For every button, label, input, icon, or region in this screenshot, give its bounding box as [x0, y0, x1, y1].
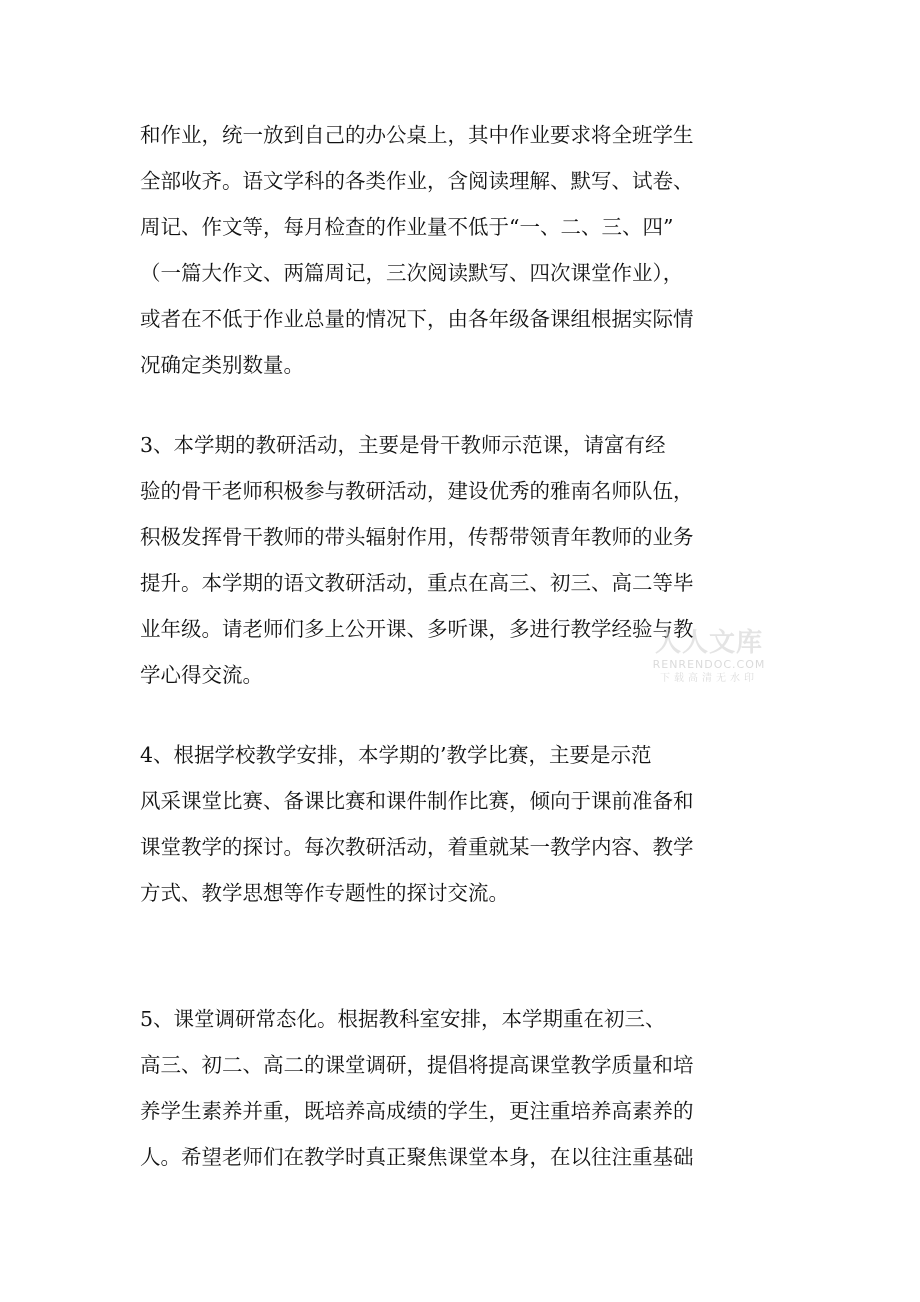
paragraph-item-5 — [140, 996, 780, 1180]
watermark-logo: 人人文库 — [654, 628, 763, 658]
text-line: 4、根据学校教学安排，本学期的’教学比赛，主要是示范 — [140, 743, 652, 767]
text-line: 和作业，统一放到自己的办公桌上，其中作业要求将全班学生 — [140, 123, 694, 147]
watermark-site: RENRENDOC.COM — [652, 658, 766, 671]
text-line: 提升。本学期的语文教研活动，重点在高三、初三、高二等毕 — [140, 571, 694, 595]
paragraph-homework-check — [140, 112, 780, 388]
text-line: 积极发挥骨干教师的带头辐射作用，传帮带领青年教师的业务 — [140, 525, 694, 549]
text-line: 养学生素养并重，既培养高成绩的学生，更注重培养高素养的 — [140, 1099, 694, 1123]
text-line: 5、课堂调研常态化。根据教科室安排，本学期重在初三、 — [140, 1007, 666, 1031]
text-line: 业年级。请老师们多上公开课、多听课，多进行教学经验与教 — [140, 617, 694, 641]
watermark-tagline: 下载高清无水印 — [660, 673, 758, 684]
text-line: 方式、教学思想等作专题性的探讨交流。 — [140, 881, 509, 905]
text-line: 风采课堂比赛、备课比赛和课件制作比赛，倾向于课前准备和 — [140, 789, 694, 813]
text-line: 或者在不低于作业总量的情况下，由各年级备课组根据实际情 — [140, 307, 694, 331]
text-line: 3、本学期的教研活动，主要是骨干教师示范课，请富有经 — [140, 433, 666, 457]
text-line: 况确定类别数量。 — [140, 353, 304, 377]
text-line: 学心得交流。 — [140, 663, 263, 687]
text-line: 周记、作文等，每月检查的作业量不低于“一、二、三、四” — [140, 215, 674, 239]
text-line: 高三、初二、高二的课堂调研，提倡将提高课堂教学质量和培 — [140, 1053, 694, 1077]
text-line: 人。希望老师们在教学时真正聚焦课堂本身，在以往注重基础 — [140, 1145, 694, 1169]
text-line: 全部收齐。语文学科的各类作业，含阅读理解、默写、试卷、 — [140, 169, 694, 193]
text-line: 验的骨干老师积极参与教研活动，建设优秀的雅南名师队伍， — [140, 479, 694, 503]
text-line: 课堂教学的探讨。每次教研活动，着重就某一教学内容、教学 — [140, 835, 694, 859]
text-line: （一篇大作文、两篇周记，三次阅读默写、四次课堂作业）， — [140, 261, 684, 285]
watermark — [634, 628, 784, 686]
paragraph-item-4 — [140, 732, 780, 916]
